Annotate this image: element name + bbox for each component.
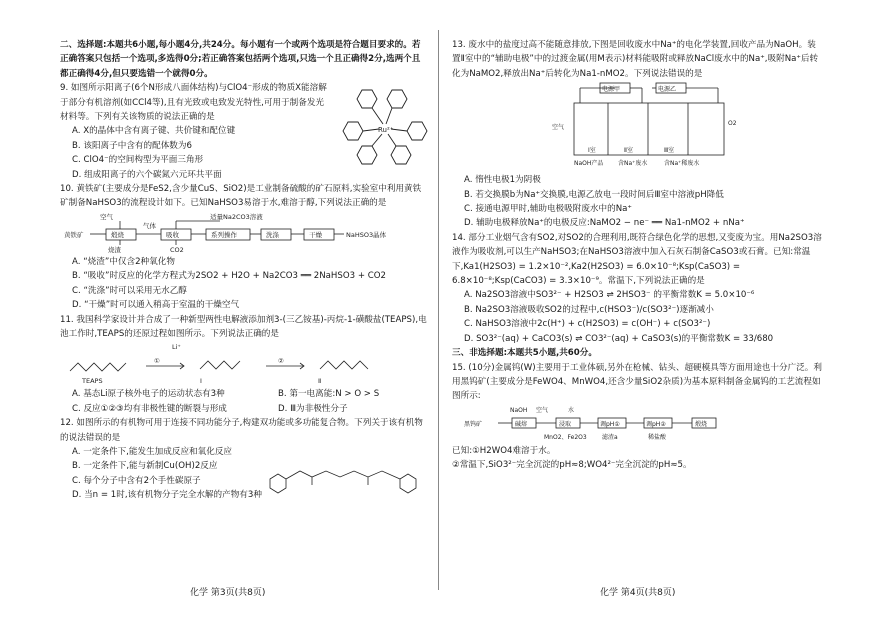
- flow-label-slag: 烧渣: [108, 245, 121, 254]
- flow-label-air: 空气: [100, 212, 113, 221]
- step-ph2: 调pH②: [646, 420, 666, 428]
- label-step2: ②: [278, 357, 284, 366]
- q15-flowchart: [452, 404, 824, 444]
- q14-stem: 14. 部分工业烟气含有SO2,对SO2的合理利用,既符合绿色化学的思想,又变废为宝。用Na2SO3溶液作为吸收剂,可以生产NaHSO3;在NaHSO3溶液中加入石灰石制备CaSO3或石膏。已知:常温下,Ka1(H2SO3) = 1.2×10⁻²,Ka2(H2SO3) = 6.0×10⁻⁸;Ksp(CaSO3) = 6.8×10⁻⁸;Ksp(CaCO3) = 3.3×10⁻⁹。常温下,下列说法正确的是: [452, 232, 822, 287]
- q10-options: [60, 255, 428, 313]
- q10-option-b: B. “吸收”时反应的化学方程式为2SO2 + H2O + Na2CO3 ══ 2NaHSO3 + CO2: [72, 271, 386, 282]
- q15-known-2: ②常温下,SiO3²⁻完全沉淀的pH≈8;WO4²⁻完全沉淀的pH≈5。: [452, 460, 692, 471]
- q12-options: [60, 445, 272, 488]
- q14-option-c: C. NaHSO3溶液中2c(H⁺) + c(H2SO3) = c(OH⁻) + c(SO3²⁻): [464, 319, 711, 330]
- flow-step-3: 系列操作: [211, 230, 237, 239]
- flow-step-1: 煅烧: [111, 230, 124, 239]
- q13-electrochemical-device: [452, 81, 824, 173]
- label-o2: O2: [728, 120, 737, 128]
- flow-label-co2: CO2: [170, 245, 184, 254]
- q13-stem: 13. 废水中的盐度过高不能随意排放,下图是回收废水中Na⁺的电化学装置,回收产品为NaOH。装置Ⅱ室中的“辅助电极”中的过渡金属(用M表示)材料能吸附或释放NaCl废水中的Na⁺,吸附Na⁺后转化为NaMO2,释放出Na⁺后转化为Na1-nMO2。下列说法错误的是: [452, 40, 819, 79]
- label-i: Ⅰ: [200, 377, 202, 386]
- label-naoh-product: NaOH产品: [574, 160, 604, 168]
- label-ore: 黑钨矿: [464, 420, 483, 428]
- section3-title: 三、非选择题:本题共5小题,共60分。: [452, 348, 597, 359]
- step-ph1: 调pH①: [600, 420, 620, 428]
- q10-option-d: D. “干燥”时可以通入稍高于室温的干燥空气: [72, 300, 240, 311]
- q10-flowchart: [60, 211, 428, 255]
- power-supply-b: 电源乙: [658, 86, 677, 94]
- label-naoh: NaOH: [510, 406, 528, 414]
- label-water: 水: [568, 406, 575, 414]
- q14-option-a: A. Na2SO3溶液中SO3²⁻ + H2SO3 ⇌ 2HSO3⁻ 的平衡常数K = 5.0×10⁻⁶: [464, 290, 755, 301]
- q14-option-b: B. Na2SO3溶液吸收SO2的过程中,c(HSO3⁻)/c(SO3²⁻)逐渐减小: [464, 304, 714, 315]
- q12-option-b: B. 一定条件下,能与新制Cu(OH)2反应: [72, 461, 218, 472]
- power-supply-a: 电源甲: [602, 86, 621, 94]
- q9-option-b: B. 该阳离子中含有的配体数为6: [72, 140, 192, 151]
- label-dilute-wastewater: 含Na⁺稀废水: [664, 160, 700, 168]
- q11-stem: 11. 我国科学家设计并合成了一种新型两性电解液添加剂3-(三乙铵基)-丙烷-1-磺酸盐(TEAPS),电池工作时,TEAPS的还原过程如图所示。下列说法正确的是: [60, 314, 427, 339]
- label-li: Li⁺: [172, 343, 181, 352]
- q9-stem: 9. 如图所示阳离子(6个N形成八面体结构)与ClO4⁻形成的物质X能溶解于部分有机溶剂(如CCl4等),且有光致或电致发光特性,可用于制备发光材料等。下列有关该物质的说法正确的是: [60, 83, 327, 123]
- label-room-3: Ⅲ室: [664, 147, 675, 155]
- ru-label: Ru²⁺: [378, 126, 394, 135]
- label-ii: Ⅱ: [318, 377, 322, 386]
- flow-label-gas: 气体: [143, 221, 156, 230]
- q9-option-a: A. X的晶体中含有离子键、共价键和配位键: [72, 126, 236, 137]
- q10-stem: 10. 黄铁矿(主要成分是FeS2,含少量CuS、SiO2)是工业制备硫酸的矿石原料,实验室中利用黄铁矿制备NaHSO3的流程设计如下。已知NaHSO3易溶于水,难溶于醇,下列说法正确的是: [60, 184, 422, 209]
- q12-molecule: [260, 449, 430, 504]
- column-divider: [438, 30, 439, 590]
- q9-option-d: D. 组成阳离子的六个碳氮六元环共平面: [72, 169, 222, 180]
- label-residue-oxides: MnO2、Fe2O3: [544, 433, 587, 441]
- q14-option-d: D. SO3²⁻(aq) + CaCO3(s) ⇌ CO3²⁻(aq) + CaSO3(s)的平衡常数K = 33/680: [464, 333, 774, 344]
- label-wastewater: 含Na⁺废水: [618, 160, 648, 168]
- label-teaps: TEAPS: [82, 377, 103, 386]
- q13-option-b: B. 若交换膜b为Na⁺交换膜,电源乙放电一段时间后Ⅲ室中溶液pH降低: [464, 189, 724, 200]
- q10-option-c: C. “洗涤”时可以采用无水乙醇: [72, 285, 187, 296]
- q11-option-d: D. Ⅲ为非极性分子: [278, 403, 348, 414]
- q11-option-c: C. 反应①②③均有非极性键的断裂与形成: [72, 403, 227, 414]
- step-alkali-melt: 碱熔: [515, 420, 528, 428]
- ru-complex-structure: [340, 82, 435, 167]
- q13-option-d: D. 辅助电极释放Na⁺的电极反应:NaMO2 − ne⁻ ══ Na1-nMO2 + nNa⁺: [464, 218, 745, 229]
- flow-product: NaHSO3晶体: [346, 230, 387, 239]
- label-residue-a: 滤渣a: [602, 433, 618, 441]
- q13-option-c: C. 接通电源甲时,辅助电极吸附废水中的Na⁺: [464, 204, 632, 215]
- footer-page-3: 化学 第3页(共8页): [190, 588, 266, 598]
- q9-option-c: C. ClO4⁻的空间构型为平面三角形: [72, 155, 204, 166]
- q14-options: [452, 288, 824, 346]
- left-column: [60, 38, 428, 503]
- q11-reaction-scheme: [60, 341, 428, 387]
- q11-options: [60, 387, 428, 416]
- flow-step-4: 洗涤: [266, 230, 279, 239]
- flow-step-5: 干燥: [309, 230, 322, 239]
- flow-label-na2co3: 适量Na2CO3溶液: [210, 212, 263, 221]
- q12-option-c: C. 每个分子中含有2个手性碳原子: [72, 475, 201, 486]
- label-step1: ①: [154, 357, 160, 366]
- q11-option-a: A. 基态Li原子核外电子的运动状态有3种: [72, 389, 225, 400]
- q10-option-a: A. “烧渣”中仅含2种氧化物: [72, 256, 175, 267]
- q12-option-a: A. 一定条件下,能发生加成反应和氧化反应: [72, 446, 233, 457]
- q13-options: [452, 173, 824, 231]
- step-leach: 浸取: [559, 420, 572, 428]
- flow-step-2: 吸收: [166, 230, 179, 239]
- right-column: [452, 38, 824, 473]
- q11-option-b: B. 第一电离能:N > O > S: [278, 389, 380, 400]
- label-room-1: Ⅰ室: [588, 147, 596, 155]
- q13-option-a: A. 惰性电极1为阴极: [464, 175, 541, 186]
- q12-option-d: D. 当n = 1时,该有机物分子完全水解的产物有3种: [72, 490, 262, 501]
- q15-stem: 15. (10分)金属钨(W)主要用于工业体硕,另外在枪械、钻头、超硬模具等方面用途也十分广泛。利用黑钨矿(主要成分是FeWO4、MnWO4,还含少量SiO2杂质)为基本原料制备金属钨的工艺流程如图所示:: [452, 362, 822, 402]
- label-air2: 空气: [536, 406, 549, 414]
- q12-stem: 12. 如图所示的有机物可用于连接不同功能分子,构建双功能或多功能复合物。下列关于该有机物的说法错误的是: [60, 418, 423, 443]
- section-title: 二、选择题:本题共6小题,每小题4分,共24分。每小题有一个或两个选项是符合题目要求的。若正确答案只包括一个选项,多选得0分;若正确答案包括两个选项,只选一个且正确得2分,选两个且都正确得4分,但只要选错一个就得0分。: [60, 40, 421, 79]
- label-room-2: Ⅱ室: [624, 147, 633, 155]
- q15-known-1: 已知:①H2WO4难溶于水。: [452, 445, 556, 456]
- footer-page-4: 化学 第4页(共8页): [600, 588, 676, 598]
- flow-raw: 黄铁矿: [64, 230, 84, 239]
- step-calcine: 煅烧: [695, 420, 708, 428]
- label-dilute-hcl: 稀盐酸: [648, 433, 667, 441]
- label-air: 空气: [552, 124, 565, 132]
